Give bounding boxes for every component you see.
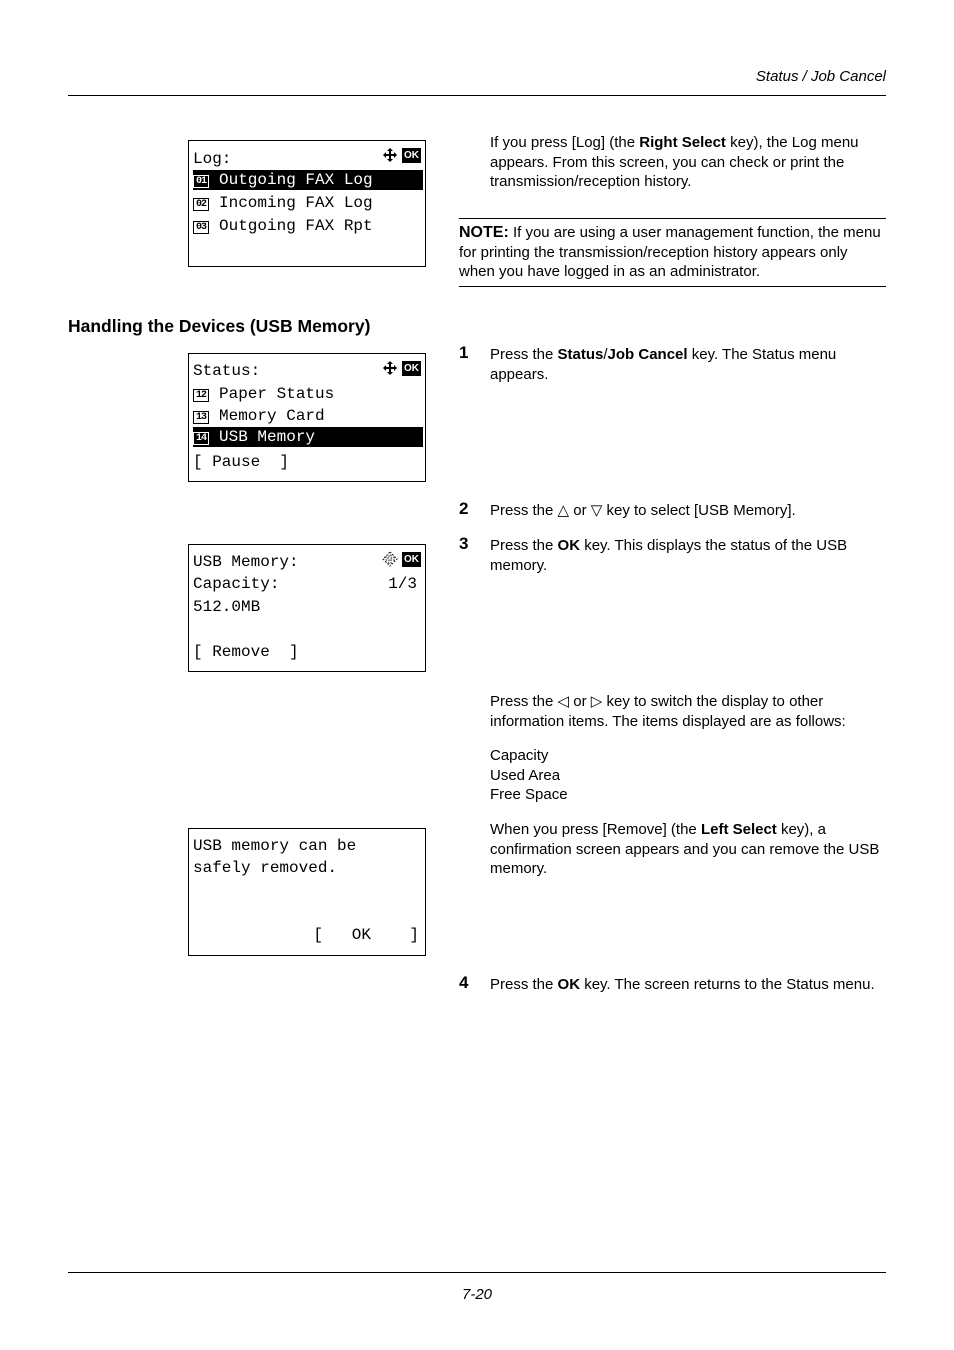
lcd-status-screen [188, 353, 426, 482]
lcd-log-screen [188, 140, 426, 267]
lcd-icons [381, 147, 421, 163]
step-text: Press the △ or ▽ key to select [USB Memory]. [490, 502, 796, 519]
ok-icon: OK [404, 362, 419, 374]
lcd-item: 14 USB Memory [193, 427, 423, 447]
down-triangle-icon: ▽ [590, 502, 603, 519]
lcd-softkey: [ Pause ] [193, 453, 290, 471]
note-top-rule [459, 218, 886, 219]
step-number: 3 [459, 534, 469, 553]
lcd-title: Log: [193, 150, 232, 168]
lcd-line: USB memory can be [193, 837, 357, 855]
lcd-item: 03 Outgoing FAX Rpt [193, 216, 423, 236]
lcd-softkey: [ OK ] [313, 926, 419, 944]
ok-icon: OK [404, 553, 419, 565]
switch-paragraph: Press the ◁ or ▷ key to switch the display to other information items. The items displayed are as follows: [490, 693, 846, 730]
right-triangle-icon: ▷ [590, 693, 603, 710]
step-number: 2 [459, 499, 469, 518]
step-text: Press the OK key. The screen returns to the Status menu. [490, 976, 875, 993]
lcd-item: 12 Paper Status [193, 384, 423, 404]
header-title: Status / Job Cancel [755, 68, 886, 85]
note-bottom-rule [459, 286, 886, 287]
page-number: 7-20 [461, 1286, 493, 1303]
lcd-item: 02 Incoming FAX Log [193, 193, 423, 213]
up-triangle-icon: △ [557, 502, 570, 519]
step-number: 1 [459, 343, 469, 362]
footer-rule [68, 1272, 886, 1273]
lcd-title: Status: [193, 362, 261, 380]
four-way-arrow-icon [381, 360, 399, 376]
left-triangle-icon: ◁ [557, 693, 570, 710]
intro-paragraph: If you press [Log] (the Right Select key), the Log menu appears. From this screen, you can check or print the transmission/reception history. [490, 134, 859, 190]
step-text: Press the OK key. This displays the status of the USB memory. [490, 537, 848, 574]
lcd-item: 13 Memory Card [193, 406, 423, 426]
lcd-softkey: [ Remove ] [193, 643, 299, 661]
lcd-usb-memory-screen [188, 544, 426, 672]
lcd-item: 01 Outgoing FAX Log [193, 170, 423, 190]
note-block: NOTE: If you are using a user management function, the menu for printing the transmission/reception history appears only when you have logged in as an administrator. [459, 224, 881, 280]
list-item: Capacity [490, 747, 549, 764]
header-rule [68, 95, 886, 96]
remove-paragraph: When you press [Remove] (the Left Select key), a confirmation screen appears and you can remove the USB memory. [490, 821, 880, 877]
info-items-list [490, 746, 885, 805]
lcd-icons [381, 360, 421, 376]
lcd-icons [381, 551, 421, 567]
lcd-line: safely removed. [193, 859, 338, 877]
section-title: Handling the Devices (USB Memory) [68, 316, 371, 336]
lcd-removed-screen [188, 828, 426, 956]
lcd-line: Capacity: 1/3 [193, 575, 417, 593]
list-item: Free Space [490, 786, 568, 803]
step-text: Press the Status/Job Cancel key. The Status menu appears. [490, 346, 837, 383]
lcd-title: USB Memory: [193, 553, 299, 571]
step-number: 4 [459, 973, 469, 992]
four-way-arrow-icon [381, 147, 399, 163]
ok-icon: OK [404, 149, 419, 161]
four-way-arrow-icon [381, 551, 399, 567]
list-item: Used Area [490, 766, 561, 784]
lcd-line: 512.0MB [193, 598, 261, 616]
lcd-page-indicator: 1/3 [388, 575, 417, 593]
